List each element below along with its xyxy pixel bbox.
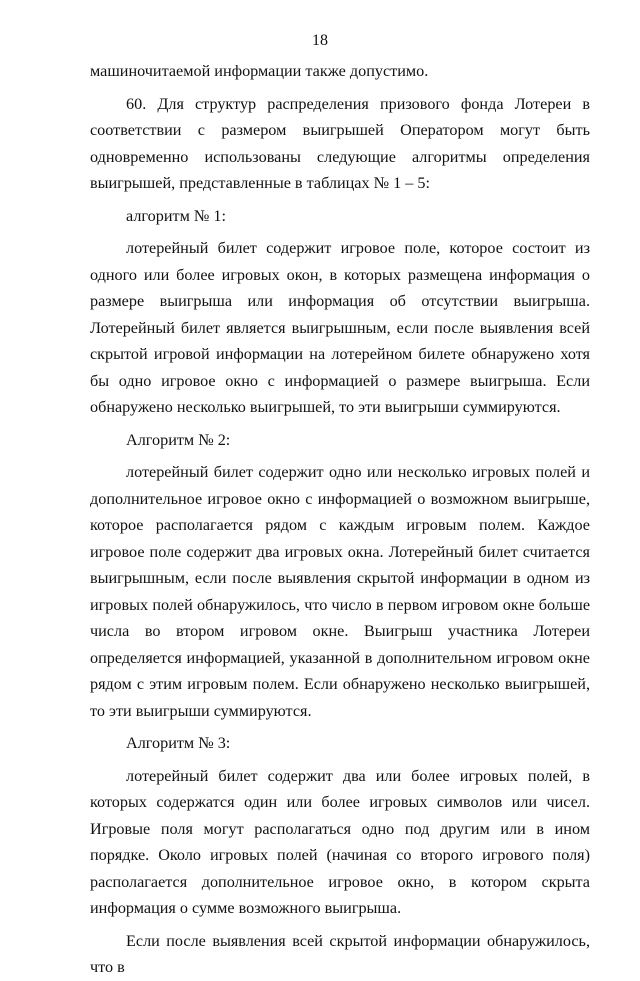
- algorithm-3-text: лотерейный билет содержит два или более игровых полей, в которых содержатся один или более игровых символов или чисел. Игровые поля могут располагаться одно под другим или в ином порядке. Около игровых полей (начиная со второго игрового поля) располагается дополнительное игровое окно, в котором скрыта информация о сумме возможного выигрыша.: [90, 766, 590, 917]
- paragraph-continuation: машиночитаемой информации также допустимо.: [90, 62, 429, 80]
- algorithm-1-text: лотерейный билет содержит игровое поле, которое состоит из одного или более игровых окон, в которых размещена информация о размере выигрыша или информация об отсутствии выигрыша. Лотерейный билет является выигрышным, если после выявления всей скрытой игровой информации на лотерейном билете обнаружено хотя бы одно игровое окно с информацией о размере выигрыша. Если обнаружено несколько выигрышей, то эти выигрыши суммируются.: [90, 239, 590, 416]
- algorithm-1-heading: алгоритм № 1:: [126, 206, 226, 225]
- document-body: [90, 58, 590, 981]
- paragraph-item-60: 60. Для структур распределения призового фонда Лотереи в соответствии с размером выигрышей Оператором могут быть одновременно использованы следующие алгоритмы определения выигрышей, представленные в таблицах № 1 – 5:: [90, 94, 590, 192]
- algorithm-2-text: лотерейный билет содержит одно или несколько игровых полей и дополнительное игровое окно с информацией о возможном выигрыше, которое располагается рядом с каждым игровым полем. Каждое игровое поле содержит два игровых окна. Лотерейный билет считается выигрышным, если после выявления скрытой информации в одном из игровых полей обнаружилось, что число в первом игровом окне больше числа во втором игровом окне. Выигрыш участника Лотереи определяется информацией, указанной в дополнительном игровом окне рядом с этим игровым полем. Если обнаружено несколько выигрышей, то эти выигрыши суммируются.: [90, 463, 590, 720]
- algorithm-2-heading: Алгоритм № 2:: [126, 430, 231, 449]
- paragraph-last: Если после выявления всей скрытой информации обнаружилось, что в: [90, 931, 590, 976]
- algorithm-3-heading: Алгоритм № 3:: [126, 734, 231, 752]
- page-number: 18: [312, 32, 328, 49]
